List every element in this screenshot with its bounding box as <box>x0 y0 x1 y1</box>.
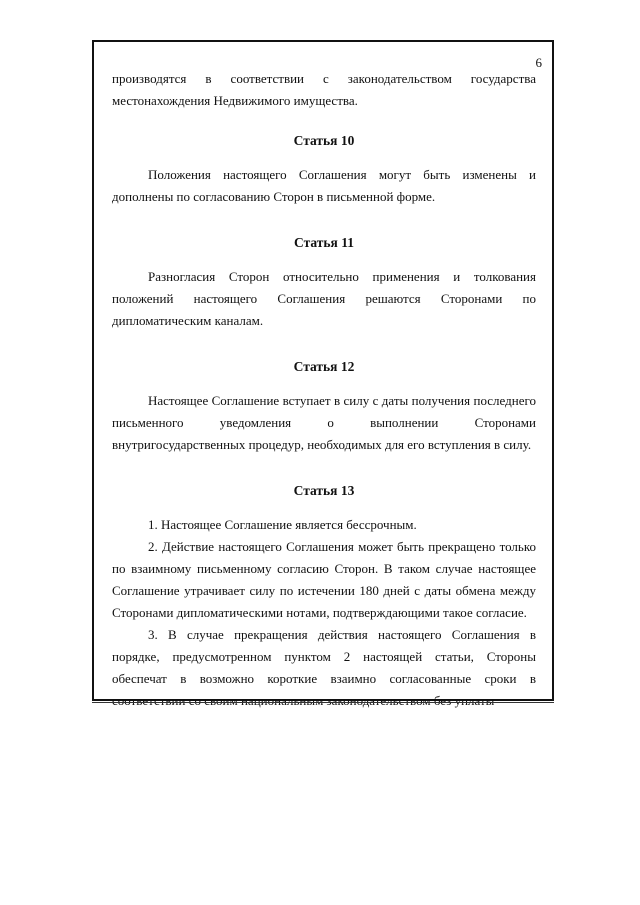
article-12-paragraph: Настоящее Соглашение вступает в силу с даты получения последнего письменного уведомления о выполнении Сторонами внутригосударственных процедур, необходимых для его вступления в силу. <box>112 393 536 452</box>
page-number: 6 <box>535 55 542 70</box>
article-13-item-1: 1. Настоящее Соглашение является бессрочным. <box>148 517 417 532</box>
article-13-heading: Статья 13 <box>293 483 355 498</box>
page-frame <box>92 40 554 708</box>
document-body <box>112 68 536 712</box>
frame-bottom-rule <box>92 702 554 703</box>
article-10-heading: Статья 10 <box>293 133 355 148</box>
article-13-item-3: 3. В случае прекращения действия настоящего Соглашения в порядке, предусмотренном пунктом 2 настоящей статьи, Стороны обеспечат в возможно короткие взаимно согласованные сроки в соответствии со своим национальным законодательством без уплаты <box>112 627 536 708</box>
article-12-heading: Статья 12 <box>293 359 355 374</box>
article-11-heading: Статья 11 <box>294 235 354 250</box>
article-13-item-2: 2. Действие настоящего Соглашения может быть прекращено только по взаимному письменному согласию Сторон. В таком случае настоящее Соглашение утрачивает силу по истечении 180 дней с даты обмена между Сторонами дипломатическими нотами, подтверждающими такое согласие. <box>112 539 536 620</box>
intro-paragraph: производятся в соответствии с законодательством государства местонахождения Недвижимого имущества. <box>112 71 536 108</box>
article-10-paragraph: Положения настоящего Соглашения могут быть изменены и дополнены по согласованию Сторон в письменной форме. <box>112 167 536 204</box>
article-11-paragraph: Разногласия Сторон относительно применения и толкования положений настоящего Соглашения решаются Сторонами по дипломатическим каналам. <box>112 269 536 328</box>
